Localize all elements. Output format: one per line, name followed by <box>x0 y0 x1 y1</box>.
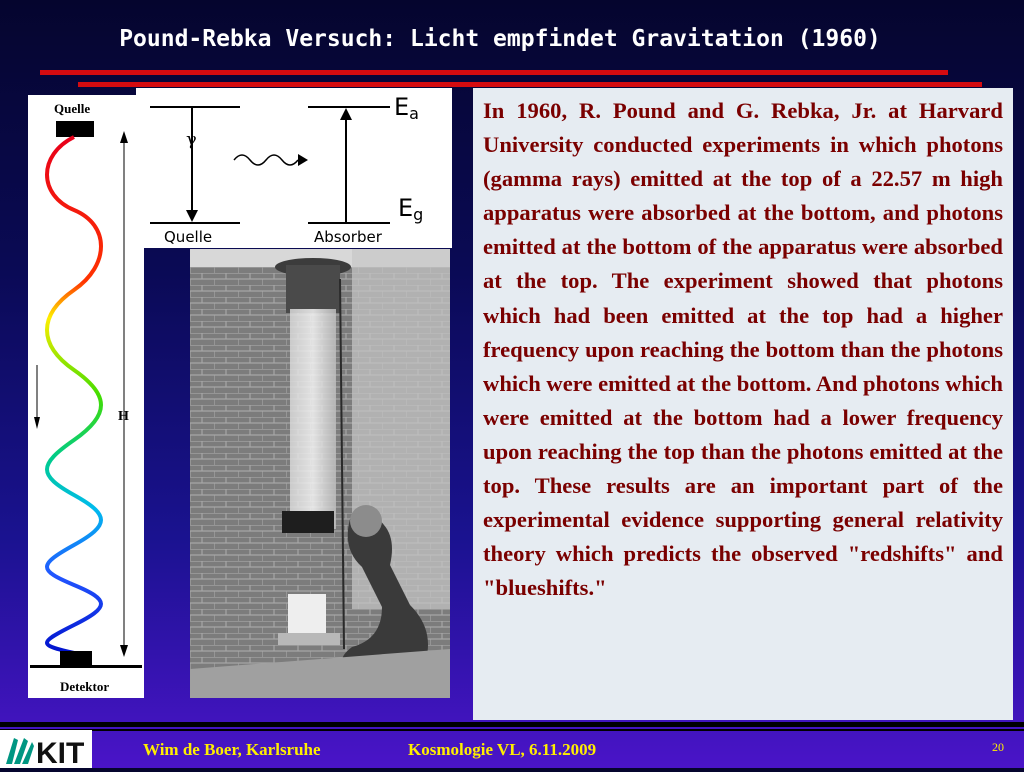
slide-title: Pound-Rebka Versuch: Licht empfindet Gravitation (1960) <box>119 26 881 52</box>
energy-level-diagram <box>136 88 452 248</box>
description-panel <box>473 88 1013 720</box>
photon-wave-icon <box>234 155 298 165</box>
detector-block <box>60 651 92 665</box>
experiment-photo <box>190 249 450 698</box>
photon-arrow-head <box>298 154 308 166</box>
absorber-label: Absorber <box>314 228 382 246</box>
source-label: Quelle <box>54 101 91 116</box>
vertical-tube <box>290 309 336 529</box>
wave-path <box>47 137 101 653</box>
footer-author: Wim de Boer, Karlsruhe <box>143 740 321 759</box>
ground-line <box>30 665 142 668</box>
description-text: In 1960, R. Pound and G. Rebka, Jr. at Harvard University conducted experiments in which photons (gamma rays) emitted at the top of a 22.57 m high apparatus were absorbed at the bottom, and photons emitted at the bottom of the apparatus were absorbed at the top. The experiment showed that photons which had been emitted at the top had a higher frequency upon reaching the bottom than the photons which were emitted at the bottom. And photons which were emitted at the bottom had a lower frequency upon reaching the top than the photons emitted at the top. These results are an important part of the experimental evidence supporting general relativity theory which predicts the observed "redshifts" and "blueshifts." <box>483 98 1003 601</box>
source-block <box>56 121 94 137</box>
experiment-photo-svg <box>190 249 450 698</box>
energy-diagram-svg <box>136 88 452 248</box>
kit-logo-text: KIT <box>36 737 85 768</box>
title-rule-upper <box>40 70 948 75</box>
quelle-label: Quelle <box>164 228 213 246</box>
page-number: 20 <box>992 740 1004 754</box>
lower-level-label: Eg <box>398 194 424 224</box>
height-label: H <box>118 409 129 424</box>
detector-can <box>288 594 326 634</box>
detector-label: Detektor <box>60 679 110 694</box>
scientist-head <box>350 505 382 537</box>
tube-clamp <box>282 511 334 533</box>
fall-arrow-head <box>34 417 40 429</box>
footer-course: Kosmologie VL, 6.11.2009 <box>408 740 597 759</box>
footer-rule <box>0 722 1024 727</box>
emission-arrow-head <box>186 210 198 222</box>
height-arrow-up <box>120 131 128 143</box>
upper-level-label: Ea <box>394 93 419 123</box>
wave-diagram-svg <box>28 95 144 698</box>
footer-rule-thin <box>0 729 1024 731</box>
detector-base <box>278 633 340 645</box>
top-collar <box>286 265 340 313</box>
absorption-arrow-head <box>340 108 352 120</box>
height-arrow-down <box>120 645 128 657</box>
redshift-wave-diagram <box>28 95 144 698</box>
gamma-symbol: γ <box>186 129 197 150</box>
kit-logo <box>0 730 92 768</box>
title-rule-lower <box>78 82 982 87</box>
kit-logo-svg <box>0 730 92 768</box>
